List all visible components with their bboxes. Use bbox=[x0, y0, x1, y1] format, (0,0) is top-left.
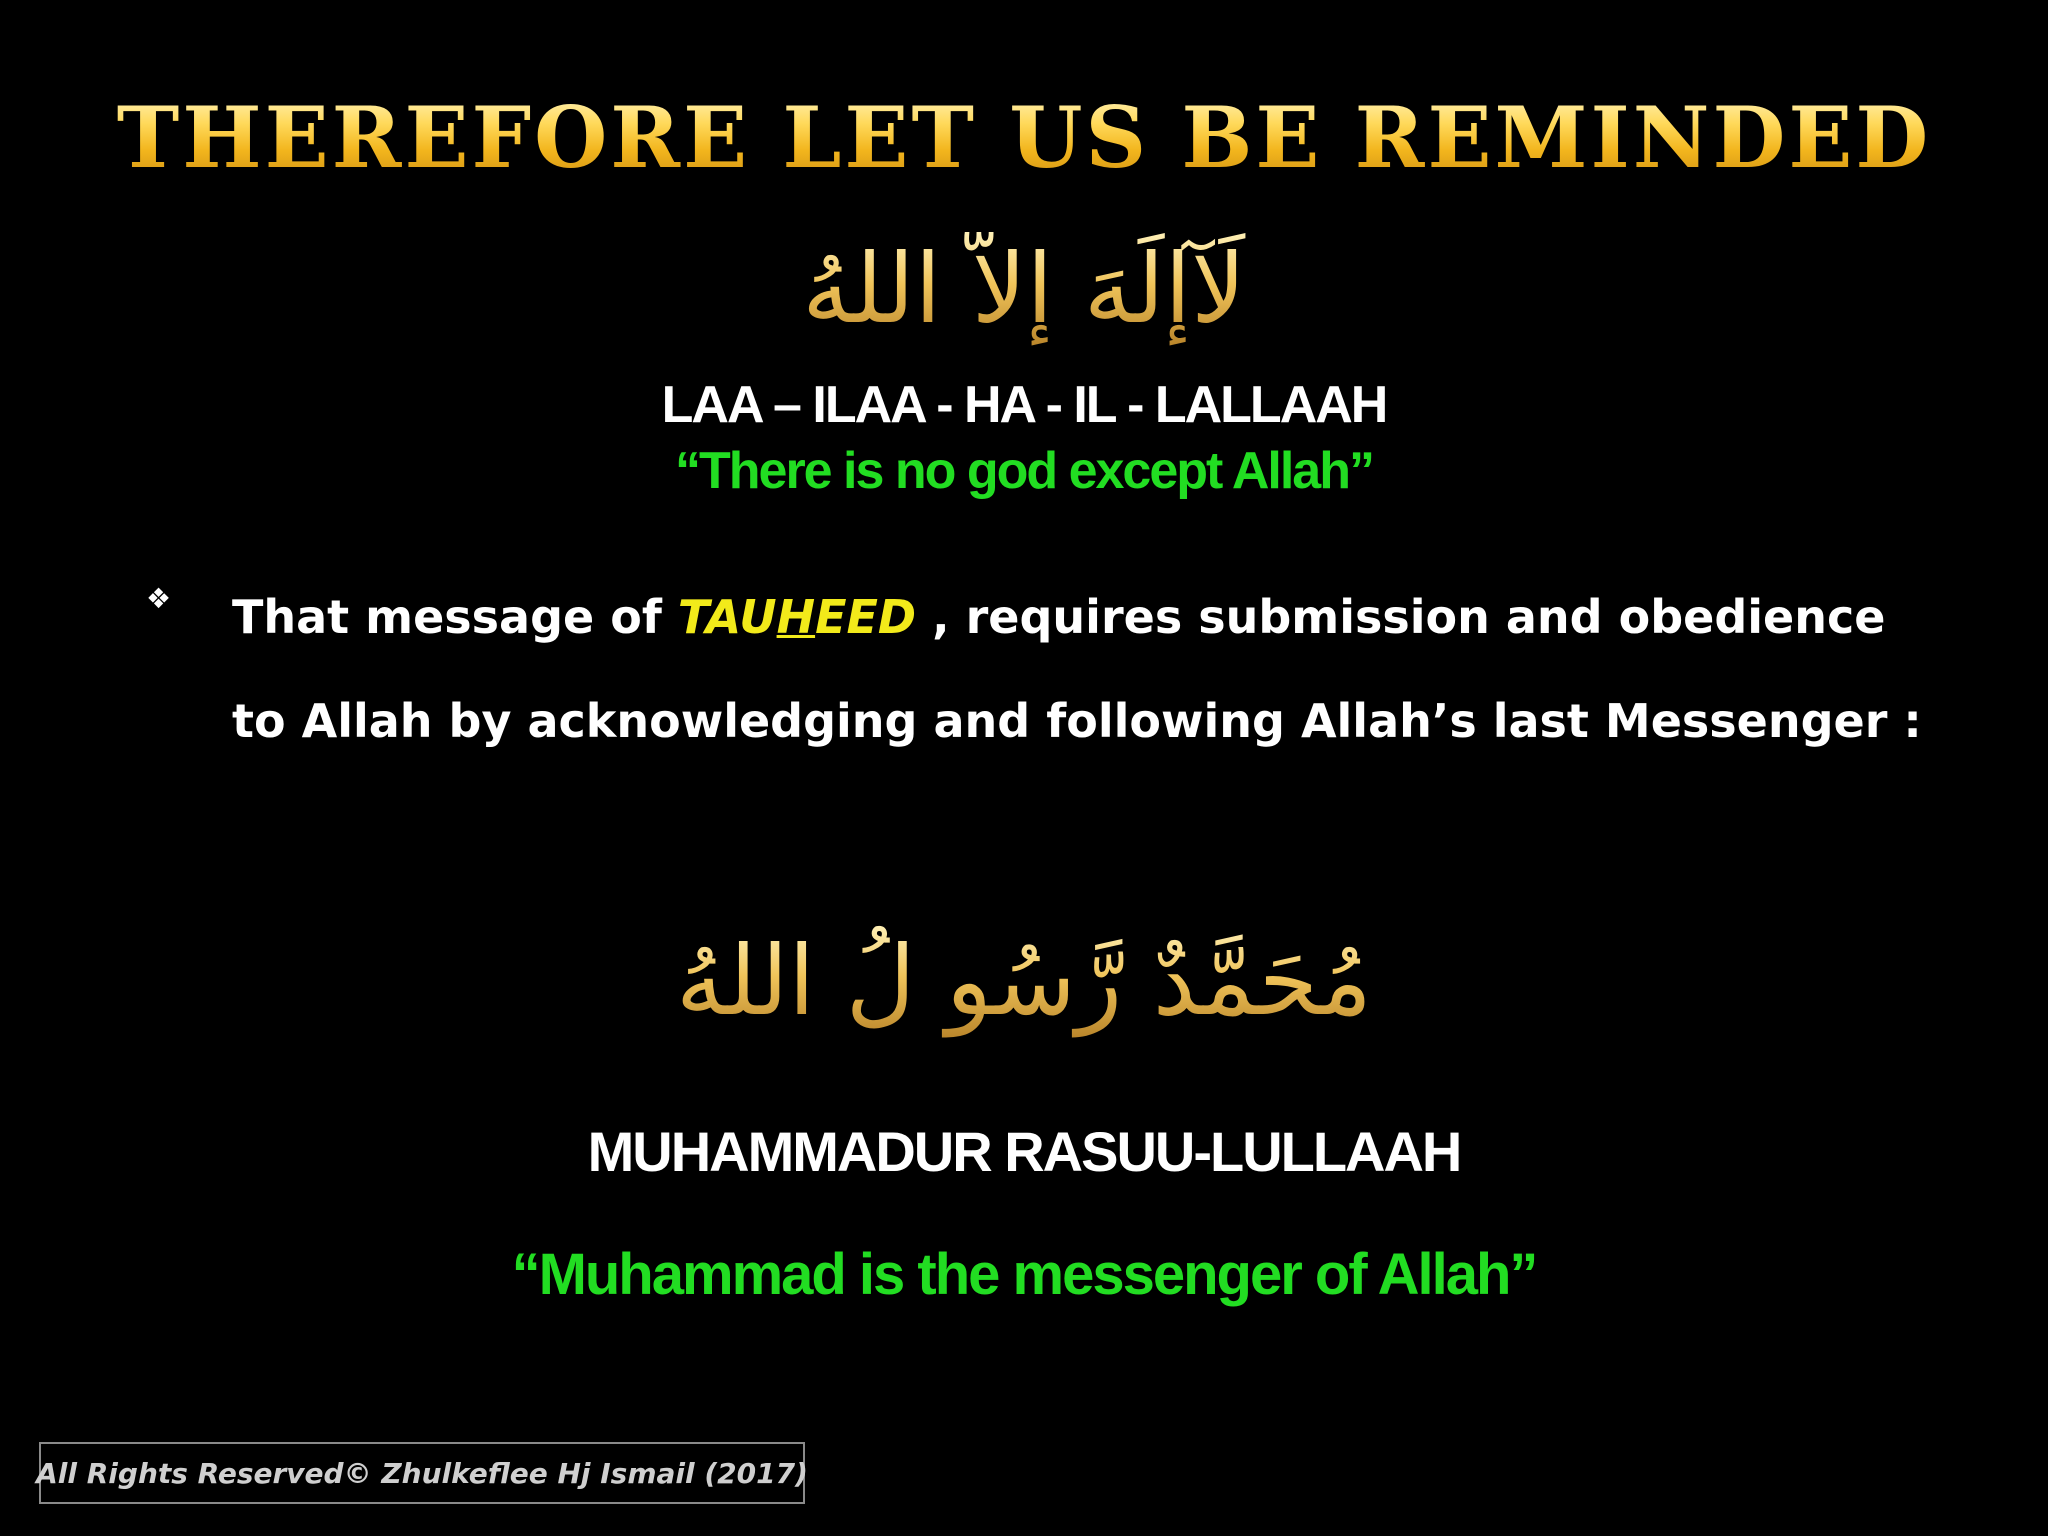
copyright-notice bbox=[36, 1442, 808, 1504]
tauheed-underlined-letter: H bbox=[776, 590, 816, 644]
tauheed-part-1: TAU bbox=[677, 590, 777, 644]
shahada-arabic-second: مُحَمَّدٌ رَّسُو لُ اللهُ bbox=[0, 924, 2048, 1039]
shahada-transliteration-first: LAA – ILAA - HA - IL - LALLAAH bbox=[661, 376, 1387, 434]
bullet-text-before: That message of bbox=[232, 590, 678, 644]
bullet-paragraph bbox=[232, 565, 1932, 773]
shahada-arabic-first: لَآإِلَهَ إِلاَّ اللهُ bbox=[0, 232, 2048, 347]
tauheed-part-2: EED bbox=[815, 590, 917, 644]
tauheed-term bbox=[678, 590, 916, 644]
shahada-meaning-second: “Muhammad is the messenger of Allah” bbox=[511, 1242, 1537, 1307]
shahada-meaning-first: “There is no god except Allah” bbox=[675, 442, 1373, 500]
shahada-transliteration-second: MUHAMMADUR RASUU-LULLAAH bbox=[587, 1120, 1461, 1183]
copyright-text: All Rights Reserved© Zhulkeflee Hj Ismail (2017) bbox=[36, 1456, 808, 1490]
bullet-text-after: , requires submission and obedience to Allah by acknowledging and following Allah’s last Messenger : bbox=[232, 590, 1922, 748]
slide-title: THEREFORE LET US BE REMINDED bbox=[0, 88, 2048, 189]
diamond-bullet-icon: ❖ bbox=[146, 582, 172, 615]
